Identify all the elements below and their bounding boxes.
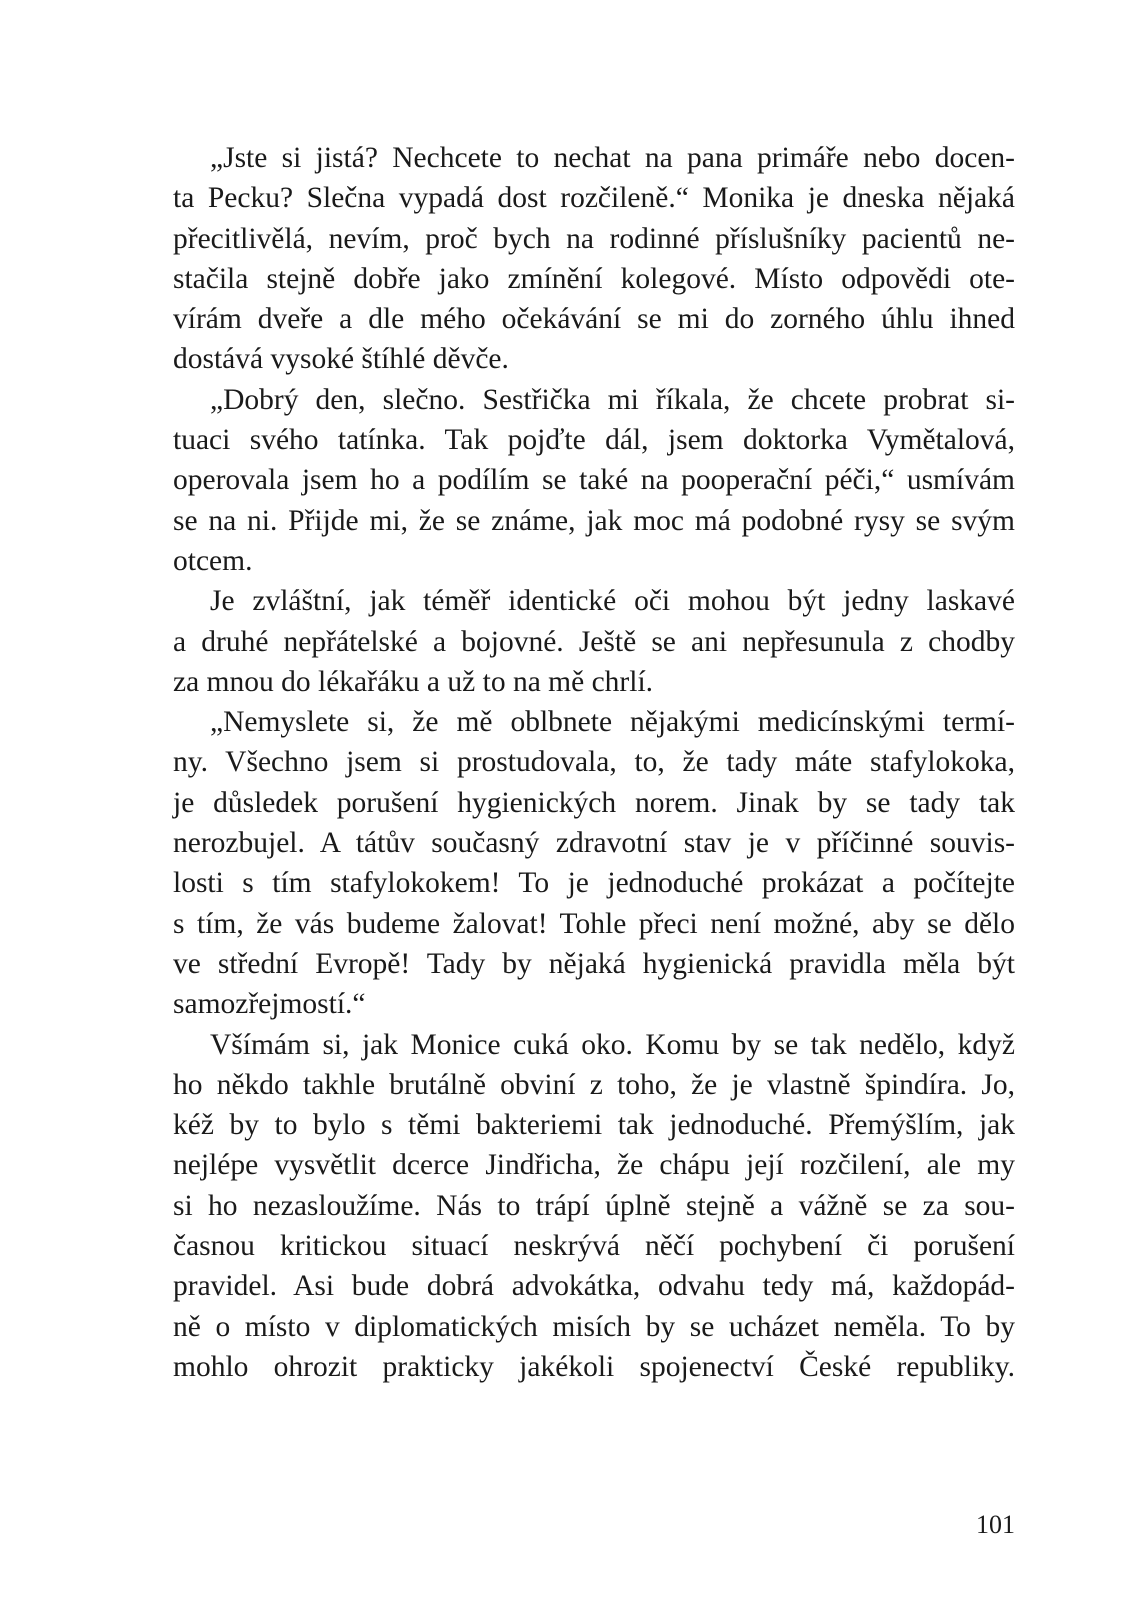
text-line: stačila stejně dobře jako zmínění kolegové. Místo odpovědi ote- [173, 262, 1015, 295]
text-line: losti s tím stafylokokem! To je jednoduché prokázat a počítejte [173, 867, 1015, 900]
text-line: tuaci svého tatínka. Tak pojďte dál, jsem doktorka Vymětalová, [173, 424, 1015, 457]
text-line: si ho nezasloužíme. Nás to trápí úplně stejně a vážně se za sou- [173, 1189, 1015, 1222]
text-line: je důsledek porušení hygienických norem. Jinak by se tady tak [173, 786, 1015, 819]
page-body [173, 138, 1015, 1387]
text-line: ny. Všechno jsem si prostudovala, to, že tady máte stafylokoka, [173, 746, 1015, 779]
text-line: vírám dveře a dle mého očekávání se mi do zorného úhlu ihned [173, 303, 1015, 336]
text-line: mohlo ohrozit prakticky jakékoli spojenectví České republiky. [173, 1350, 1015, 1383]
text-line: Je zvláštní, jak téměř identické oči mohou být jedny laskavé [210, 585, 1015, 618]
text-line: Všímám si, jak Monice cuká oko. Komu by se tak nedělo, když [210, 1028, 1015, 1061]
text-line: ta Pecku? Slečna vypadá dost rozčileně.“ Monika je dneska nějaká [173, 182, 1015, 215]
text-line: ho někdo takhle brutálně obviní z toho, že je vlastně špindíra. Jo, [173, 1068, 1015, 1101]
text-line: s tím, že vás budeme žalovat! Tohle přeci není možné, aby se dělo [173, 907, 1015, 940]
text-line: časnou kritickou situací neskrývá něčí pochybení či porušení [173, 1230, 1015, 1263]
text-line: přecitlivělá, nevím, proč bych na rodinné příslušníky pacientů ne- [173, 222, 1015, 255]
text-line: operovala jsem ho a podílím se také na pooperační péči,“ usmívám [173, 464, 1015, 497]
text-line: nejlépe vysvětlit dcerce Jindřicha, že chápu její rozčilení, ale my [173, 1149, 1015, 1182]
text-line: „Nemyslete si, že mě oblbnete nějakými medicínskými termí- [210, 706, 1015, 739]
text-line: a druhé nepřátelské a bojovné. Ještě se ani nepřesunula z chodby [173, 625, 1015, 658]
text-line: dostává vysoké štíhlé děvče. [173, 343, 509, 376]
text-line: za mnou do lékařáku a už to na mě chrlí. [173, 665, 654, 698]
text-line: se na ni. Přijde mi, že se známe, jak moc má podobné rysy se svým [173, 504, 1015, 537]
text-line: kéž by to bylo s těmi bakteriemi tak jednoduché. Přemýšlím, jak [173, 1109, 1015, 1142]
text-line: ve střední Evropě! Tady by nějaká hygienická pravidla měla být [173, 947, 1015, 980]
text-line: „Jste si jistá? Nechcete to nechat na pana primáře nebo docen- [210, 142, 1015, 174]
text-line: pravidel. Asi bude dobrá advokátka, odvahu tedy má, každopád- [173, 1270, 1015, 1303]
text-line: ně o místo v diplomatických misích by se ucházet neměla. To by [173, 1310, 1015, 1343]
text-line: „Dobrý den, slečno. Sestřička mi říkala, že chcete probrat si- [210, 383, 1015, 416]
text-line: otcem. [173, 544, 253, 577]
text-line: samozřejmostí.“ [173, 988, 366, 1021]
text-line: nerozbujel. A tátův současný zdravotní stav je v příčinné souvis- [173, 827, 1015, 860]
page-number: 101 [976, 1510, 1015, 1539]
